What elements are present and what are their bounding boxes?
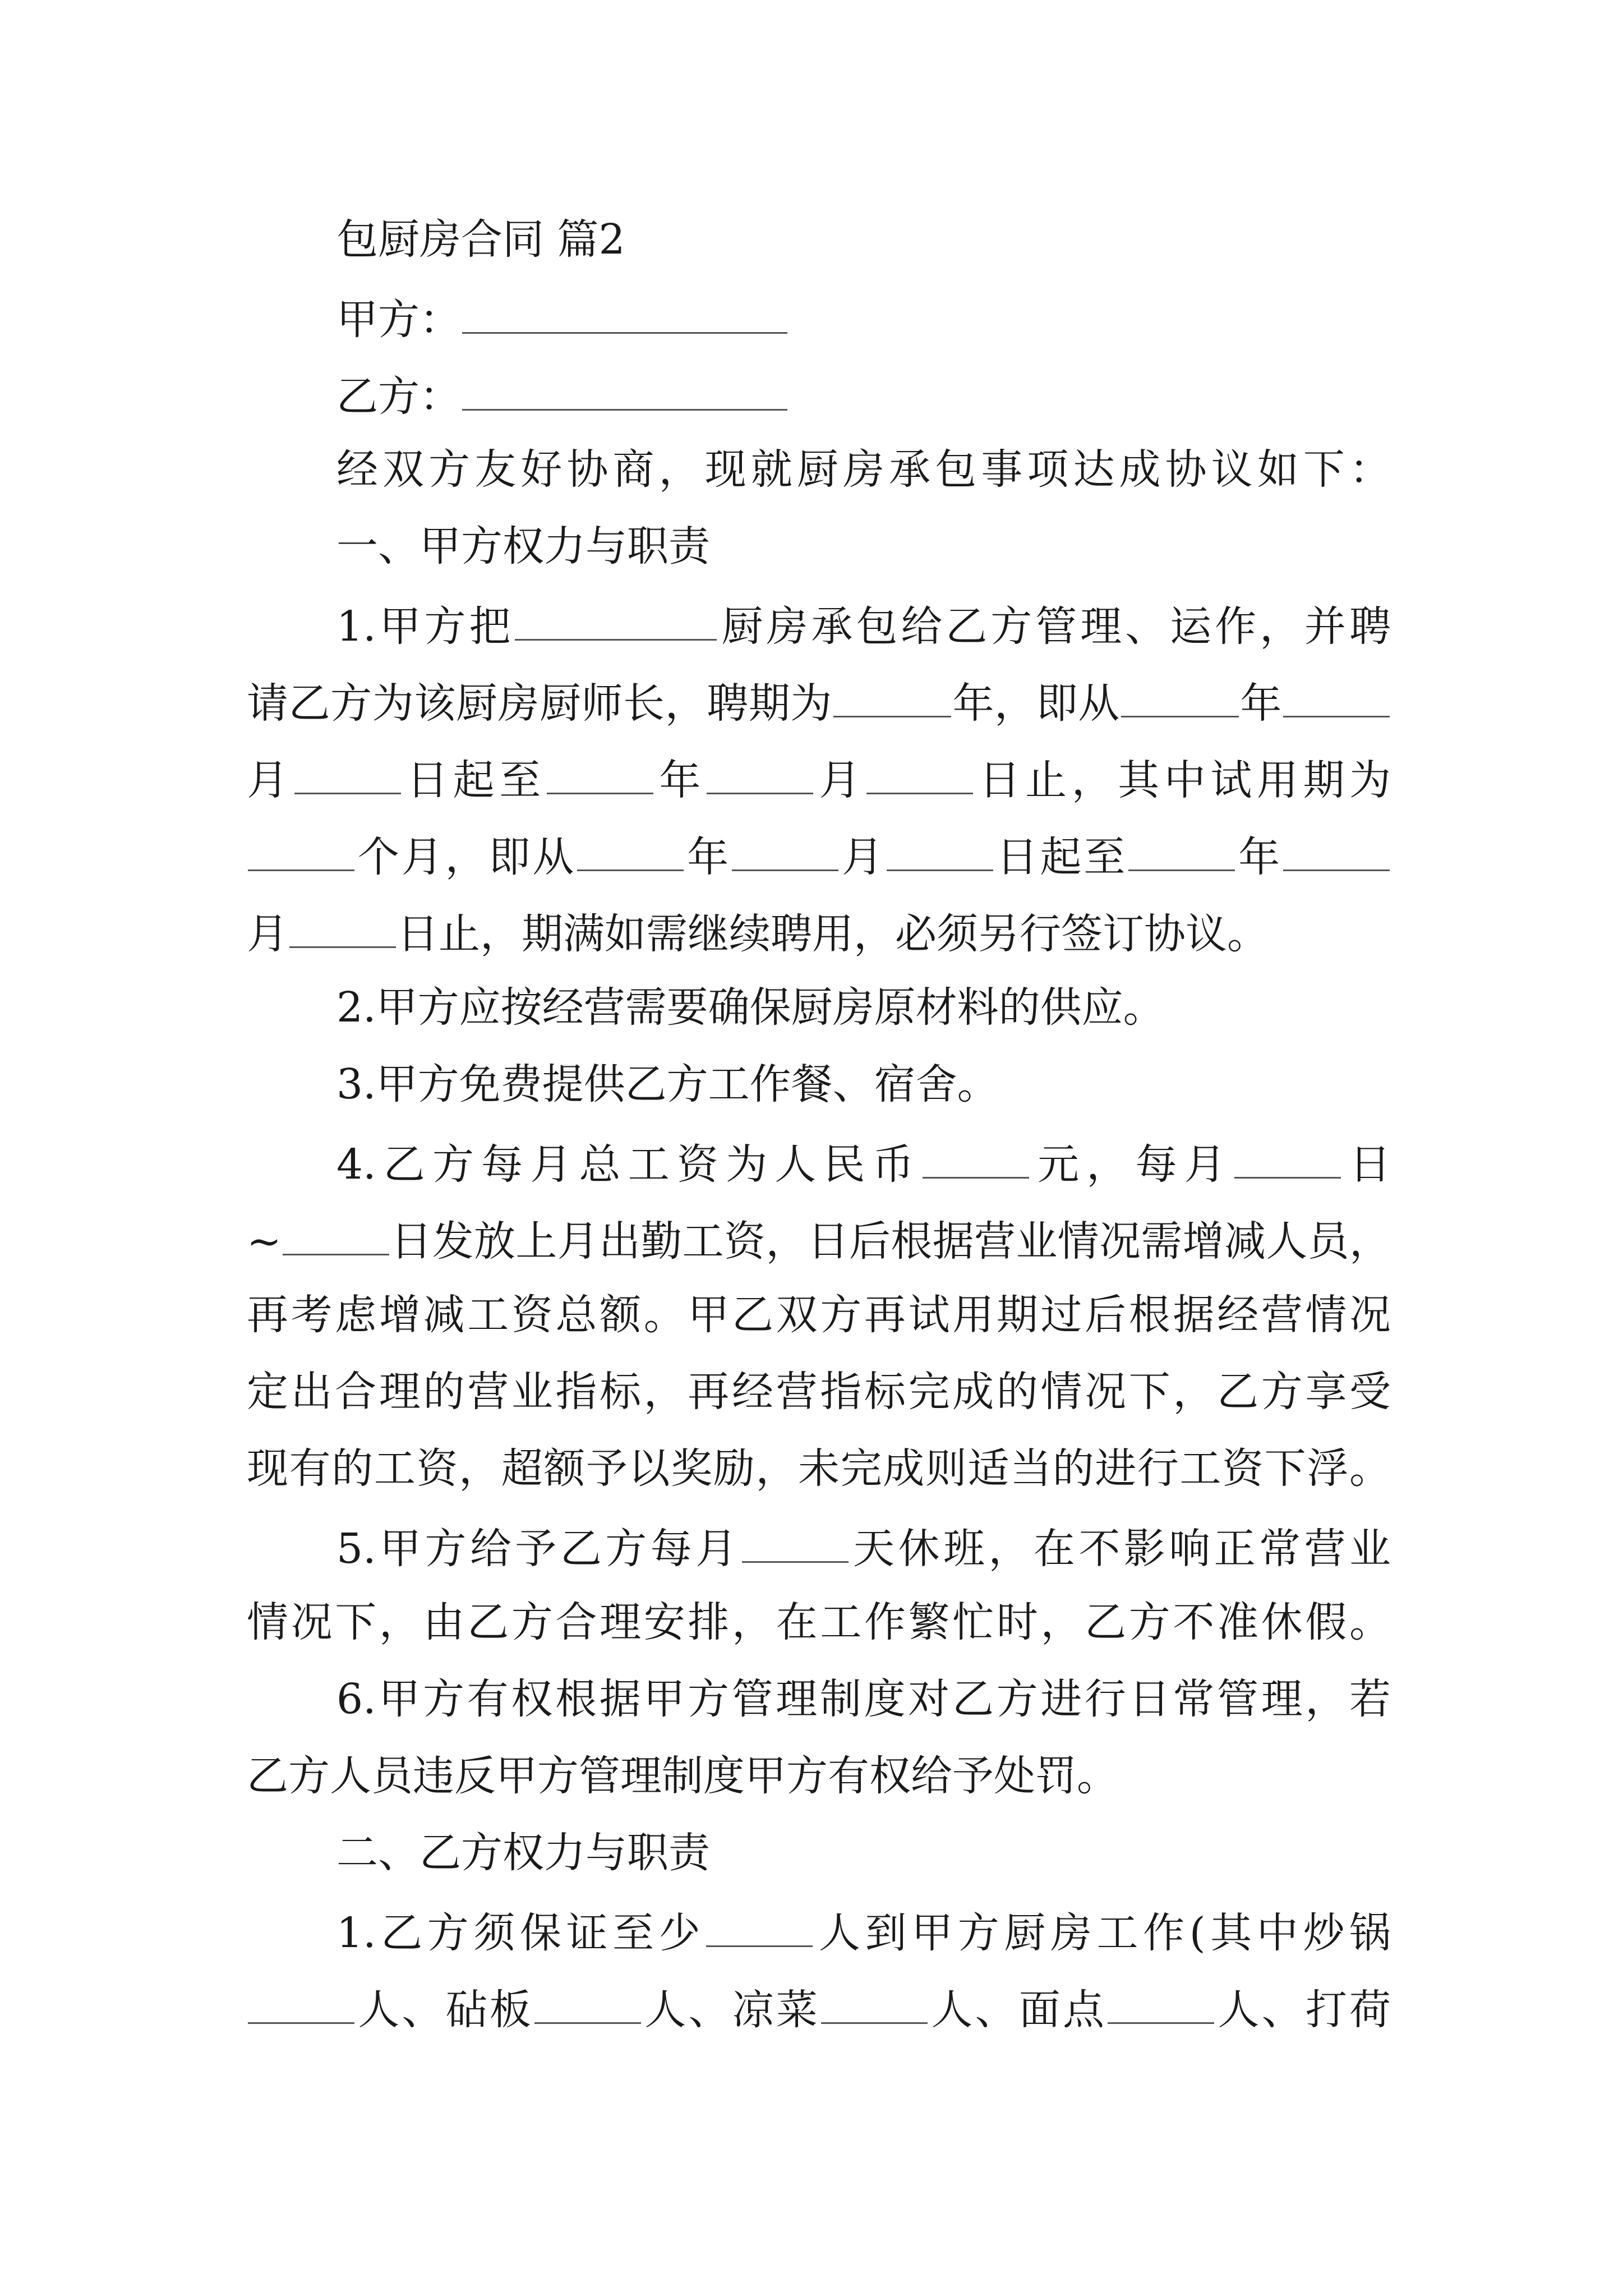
- text-segment: 人、打荷: [1215, 1986, 1391, 2035]
- text-segment: 月: [840, 833, 886, 882]
- party-b-line: [336, 372, 1391, 421]
- text-segment: 月: [247, 910, 288, 959]
- text-segment: 情况下，由乙方合理安排，在工作繁忙时，乙方不准休假。: [247, 1598, 1391, 1646]
- clause-line: [247, 833, 1391, 882]
- text-segment: 现有的工资，超额予以奖励，未完成则适当的进行工资下浮。: [247, 1444, 1391, 1493]
- clause-line: [336, 1525, 1391, 1573]
- text-segment: 日止，其中试用期为: [974, 756, 1391, 805]
- fill-in-blank: [887, 833, 993, 871]
- fill-in-blank: [547, 756, 653, 794]
- fill-in-blank: [821, 1986, 928, 2024]
- text-segment: ~: [247, 1217, 282, 1266]
- fill-in-blank: [515, 602, 717, 641]
- text-segment: 人、凉菜: [642, 1986, 820, 2035]
- fill-in-blank: [1108, 1986, 1214, 2024]
- text-segment: 日起至: [402, 756, 546, 805]
- fill-in-blank: [462, 372, 787, 411]
- text-segment: 5.甲方给予乙方每月: [336, 1525, 741, 1573]
- text-segment: 人、砧板: [356, 1986, 534, 2035]
- text-segment: 一、甲方权力与职责: [336, 522, 710, 570]
- clause-line: [247, 1752, 1391, 1800]
- text-segment: 个月，即从: [356, 833, 577, 882]
- text-segment: 年: [1239, 679, 1283, 728]
- fill-in-blank: [732, 833, 838, 871]
- text-segment: 4.乙方每月总工资为人民币: [336, 1140, 921, 1189]
- fill-in-blank: [283, 1217, 389, 1255]
- text-segment: 元，每月: [1030, 1140, 1233, 1189]
- text-segment: 人到甲方厨房工作(其中炒锅: [814, 1909, 1391, 1958]
- text-segment: 1.乙方须保证至少: [336, 1909, 706, 1958]
- text-segment: 1.甲方把: [336, 602, 514, 651]
- text-segment: 日发放上月出勤工资，日后根据营业情况需增减人员，: [390, 1217, 1391, 1266]
- fill-in-blank: [707, 756, 813, 794]
- text-segment: 3.甲方免费提供乙方工作餐、宿舍。: [336, 1060, 999, 1108]
- clause-line: [336, 1140, 1391, 1189]
- clause-line: [247, 1291, 1391, 1339]
- clause-line: [247, 1368, 1391, 1416]
- text-segment: 月: [247, 756, 293, 805]
- fill-in-blank: [923, 1140, 1029, 1179]
- clause-line: [247, 679, 1391, 728]
- text-segment: 乙方人员违反甲方管理制度甲方有权给予处罚。: [247, 1752, 1118, 1800]
- fill-in-blank: [462, 296, 787, 334]
- party-a-line: [336, 296, 1391, 344]
- text-segment: 再考虑增减工资总额。甲乙双方再试用期过后根据经营情况: [247, 1291, 1391, 1339]
- text-segment: 包厨房合同 篇2: [336, 215, 625, 264]
- text-segment: 日: [1341, 1140, 1391, 1189]
- fill-in-blank: [1234, 1140, 1341, 1179]
- text-segment: 人、面点: [929, 1986, 1107, 2035]
- clause-line: [336, 1675, 1391, 1723]
- preamble: [336, 445, 1391, 494]
- clause-line: [336, 602, 1391, 651]
- text-segment: 年: [685, 833, 731, 882]
- clause-line: [247, 910, 1391, 959]
- clause-line: [336, 1909, 1391, 1958]
- text-segment: 定出合理的营业指标，再经营指标完成的情况下，乙方享受: [247, 1368, 1391, 1416]
- fill-in-blank: [833, 679, 951, 717]
- fill-in-blank: [742, 1525, 849, 1563]
- text-segment: 厨房承包给乙方管理、运作，并聘: [718, 602, 1391, 651]
- text-segment: 年: [1236, 833, 1282, 882]
- section-heading-party-a: [336, 522, 1391, 570]
- fill-in-blank: [1128, 833, 1235, 871]
- fill-in-blank: [577, 833, 684, 871]
- text-segment: 6.甲方有权根据甲方管理制度对乙方进行日常管理，若: [336, 1675, 1391, 1723]
- text-segment: 乙方：: [336, 372, 461, 421]
- fill-in-blank: [1283, 679, 1390, 717]
- clause-line: [336, 1060, 1391, 1108]
- text-segment: 日起至: [994, 833, 1128, 882]
- contract-title: [336, 215, 1391, 264]
- clause-line: [247, 1598, 1391, 1646]
- clause-line: [247, 756, 1391, 805]
- text-segment: 请乙方为该厨房厨师长，聘期为: [247, 679, 832, 728]
- text-segment: 甲方：: [336, 296, 461, 344]
- section-heading-party-b: [336, 1829, 1391, 1877]
- clause-line: [336, 983, 1391, 1032]
- text-segment: 日止，期满如需继续聘用，必须另行签订协议。: [397, 910, 1269, 959]
- text-segment: 年，即从: [952, 679, 1120, 728]
- fill-in-blank: [534, 1986, 641, 2024]
- fill-in-blank: [1283, 833, 1390, 871]
- fill-in-blank: [248, 1986, 354, 2024]
- text-segment: 经双方友好协商，现就厨房承包事项达成协议如下：: [336, 445, 1391, 494]
- text-segment: 二、乙方权力与职责: [336, 1829, 710, 1877]
- fill-in-blank: [1121, 679, 1239, 717]
- fill-in-blank: [248, 833, 354, 871]
- text-segment: 天休班，在不影响正常营业: [849, 1525, 1391, 1573]
- clause-line: [247, 1217, 1391, 1266]
- text-segment: 月: [814, 756, 866, 805]
- clause-line: [247, 1444, 1391, 1493]
- fill-in-blank: [289, 910, 396, 948]
- fill-in-blank: [706, 1909, 813, 1947]
- text-segment: 2.甲方应按经营需要确保厨房原材料的供应。: [336, 983, 1165, 1032]
- fill-in-blank: [294, 756, 401, 794]
- fill-in-blank: [866, 756, 973, 794]
- text-segment: 年: [654, 756, 706, 805]
- clause-line: [247, 1986, 1391, 2035]
